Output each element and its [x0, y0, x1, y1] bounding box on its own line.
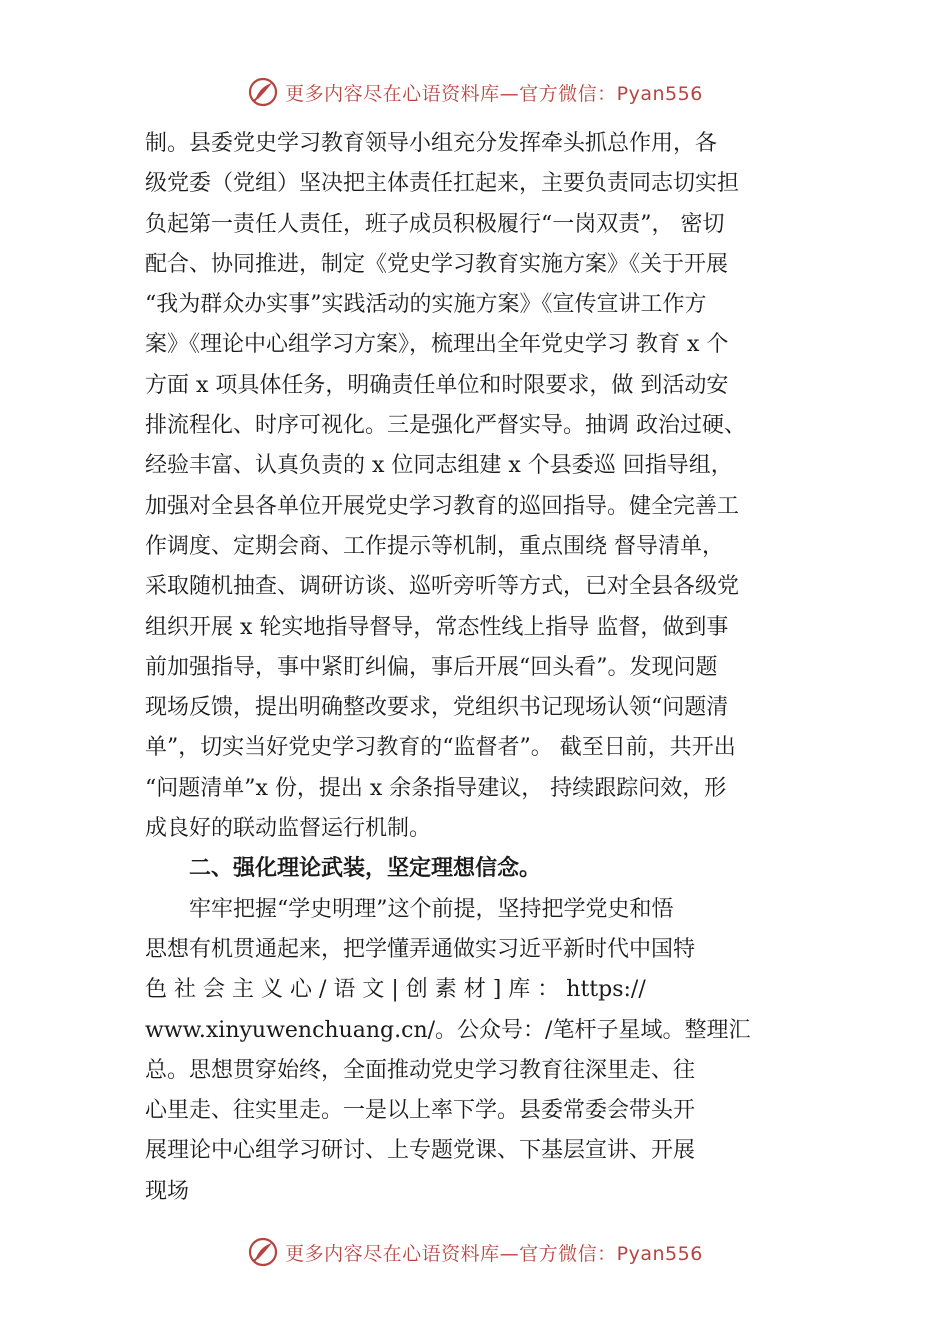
body-text-line: 配合、协同推进，制定《党史学习教育实施方案》《关于开展 [145, 251, 729, 277]
footer-banner [0, 1232, 950, 1272]
ink-pen-logo-icon [247, 1236, 279, 1268]
body-text-line: 思想有机贯通起来，把学懂弄通做实习近平新时代中国特 [145, 936, 696, 962]
body-text-line: 牢牢把握“学史明理”这个前提，坚持把学党史和悟 [189, 896, 674, 922]
header-banner [0, 72, 950, 112]
body-text-line: 采取随机抽查、调研访谈、巡听旁听等方式，已对全县各级党 [145, 574, 740, 600]
body-text-line: 加强对全县各单位开展党史学习教育的巡回指导。健全完善工 [145, 493, 740, 519]
body-text-line: 级党委（党组）坚决把主体责任扛起来，主要负责同志切实担 [145, 171, 740, 197]
section-heading: 二、强化理论武装，坚定理想信念。 [189, 856, 542, 882]
body-text-line: 方面 x 项具体任务，明确责任单位和时限要求，做 到活动安 [145, 372, 729, 398]
document-body [145, 124, 825, 1212]
body-text-line: 展理论中心组学习研讨、上专题党课、下基层宣讲、开展 [145, 1138, 696, 1164]
body-text-line: 作调度、定期会商、工作提示等机制，重点围绕 督导清单， [145, 533, 724, 559]
body-text-line: 经验丰富、认真负责的 x 位同志组建 x 个县委巡 回指导组， [145, 453, 733, 479]
body-text-line: 组织开展 x 轮实地指导督导，常态性线上指导 监督，做到事 [145, 614, 729, 640]
body-text-line: 前加强指导，事中紧盯纠偏，事后开展“回头看”。发现问题 [145, 654, 718, 680]
body-text-line: 心里走、往实里走。一是以上率下学。县委常委会带头开 [145, 1098, 696, 1124]
body-text-line: “问题清单”x 份，提出 x 余条指导建议， 持续跟踪问效，形 [145, 775, 727, 801]
body-text-line: 案》《理论中心组学习方案》，梳理出全年党史学习 教育 x 个 [145, 332, 729, 358]
body-text-line: www.xinyuwenchuang.cn/。公众号：/笔杆子星域。整理汇 [145, 1017, 751, 1043]
body-text-line: 单”，切实当好党史学习教育的“监督者”。 截至日前，共开出 [145, 735, 736, 761]
ink-pen-logo-icon [247, 76, 279, 108]
body-text-line: 现场反馈，提出明确整改要求，党组织书记现场认领“问题清 [145, 695, 729, 721]
banner-text: 更多内容尽在心语资料库—官方微信：Pyan556 [285, 1242, 703, 1265]
body-text-line: 负起第一责任人责任，班子成员积极履行“一岗双责”， 密切 [145, 211, 725, 237]
body-text-line: 现场 [145, 1178, 190, 1204]
banner-text: 更多内容尽在心语资料库—官方微信：Pyan556 [285, 82, 703, 105]
body-text-line: 排流程化、时序可视化。三是强化严督实导。抽调 政治过硬、 [145, 413, 746, 439]
body-text-line: 制。县委党史学习教育领导小组充分发挥牵头抓总作用，各 [145, 131, 718, 156]
body-text-line: “我为群众办实事”实践活动的实施方案》《宣传宣讲工作方 [145, 292, 707, 318]
body-text-line: 色 社 会 主 义 心 / 语 文 | 创 素 材 ] 库 ： https:// [145, 977, 646, 1003]
body-text-line: 成良好的联动监督运行机制。 [145, 816, 432, 842]
body-text-line: 总。思想贯穿始终，全面推动党史学习教育往深里走、往 [145, 1057, 696, 1083]
